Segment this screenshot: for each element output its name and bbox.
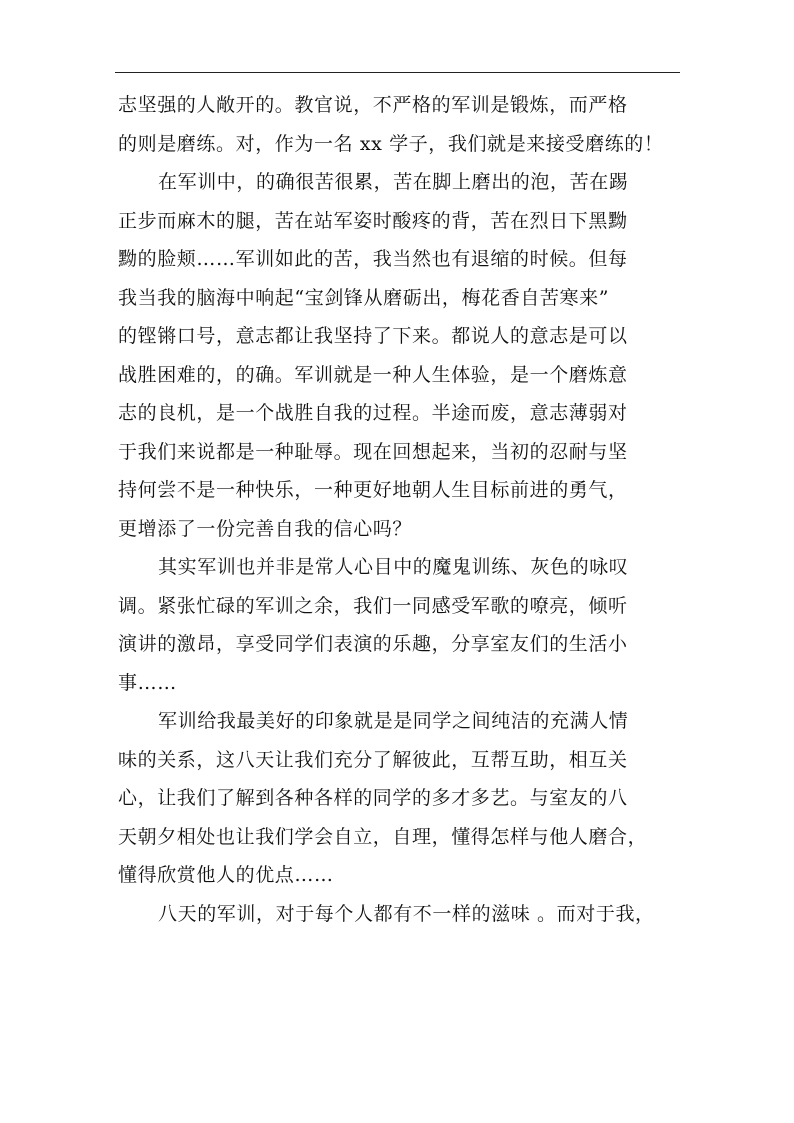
text-line: 持何尝不是一种快乐，一种更好地朝人生目标前进的勇气， xyxy=(118,479,628,501)
text-line: 的则是磨练。对，作为一名 xx 学子，我们就是来接受磨练的！ xyxy=(118,132,664,155)
text-line: 于我们来说都是一种耻辱。现在回想起来，当初的忍耐与坚 xyxy=(118,440,628,463)
document-body xyxy=(118,86,684,933)
text-line: 正步而麻木的腿，苦在站军姿时酸疼的背，苦在烈日下黑黝 xyxy=(118,209,628,232)
header-rule xyxy=(115,72,680,73)
text-line: 调。紧张忙碌的军训之余，我们一同感受军歌的嘹亮，倾听 xyxy=(118,594,628,617)
paragraph-start-line: 其实军训也并非是常人心目中的魔鬼训练、灰色的咏叹 xyxy=(158,556,629,578)
text-line: 懂得欣赏他人的优点…… xyxy=(118,864,334,886)
paragraph-start-line: 八天的军训，对于每个人都有不一样的滋味 。而对于我， xyxy=(158,902,655,925)
text-line: 黝的脸颊……军训如此的苦，我当然也有退缩的时候。但每 xyxy=(118,248,628,270)
text-line: 我当我的脑海中响起“宝剑锋从磨砺出，梅花香自苦寒来” xyxy=(118,286,610,309)
paragraph-start-line: 军训给我最美好的印象就是是同学之间纯洁的充满人情 xyxy=(158,710,629,732)
paragraph-start-line: 在军训中，的确很苦很累，苦在脚上磨出的泡，苦在踢 xyxy=(158,171,629,193)
text-line: 心，让我们了解到各种各样的同学的多才多艺。与室友的八 xyxy=(118,787,628,809)
text-line: 更增添了一份完善自我的信心吗？ xyxy=(118,517,413,540)
text-line: 战胜困难的，的确。军训就是一种人生体验，是一个磨炼意 xyxy=(118,363,628,386)
text-line: 志坚强的人敞开的。教官说，不严格的军训是锻炼，而严格 xyxy=(118,94,628,116)
text-line: 天朝夕相处也让我们学会自立，自理，懂得怎样与他人磨合， xyxy=(118,825,648,848)
text-line: 志的良机，是一个战胜自我的过程。半途而废，意志薄弱对 xyxy=(118,402,628,424)
text-line: 演讲的激昂，享受同学们表演的乐趣，分享室友们的生活小 xyxy=(118,633,628,655)
text-line: 事…… xyxy=(118,671,177,694)
text-line: 味的关系，这八天让我们充分了解彼此，互帮互助，相互关 xyxy=(118,748,628,771)
text-line: 的铿锵口号，意志都让我坚持了下来。都说人的意志是可以 xyxy=(118,325,628,347)
